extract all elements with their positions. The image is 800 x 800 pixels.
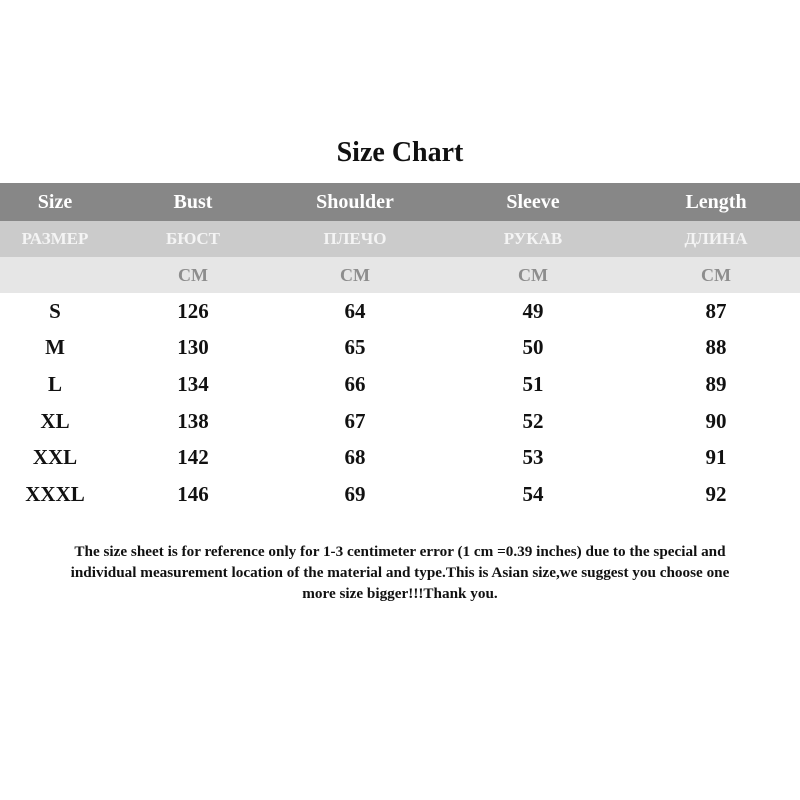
cell-shoulder: 67 bbox=[344, 408, 366, 433]
cell-bust: 138 bbox=[177, 408, 209, 433]
unit-row bbox=[0, 257, 800, 293]
table-row bbox=[0, 439, 800, 476]
page-title: Size Chart bbox=[336, 137, 464, 168]
cell-shoulder: 65 bbox=[344, 335, 366, 360]
cell-length: 87 bbox=[705, 298, 727, 323]
cell-sleeve: 50 bbox=[522, 335, 544, 360]
header-length: Length bbox=[685, 190, 747, 213]
cell-sleeve: 54 bbox=[522, 481, 544, 506]
table-row bbox=[0, 330, 800, 367]
table-row bbox=[0, 476, 800, 513]
disclaimer-line: individual measurement location of the material and type.This is Asian size,we suggest you choose one bbox=[70, 564, 730, 581]
cell-length: 92 bbox=[705, 481, 727, 506]
cell-size: XL bbox=[40, 408, 70, 433]
unit-size bbox=[0, 257, 110, 293]
header-ru-length: ДЛИНА bbox=[684, 229, 748, 248]
cell-size: L bbox=[47, 371, 62, 396]
cell-length: 91 bbox=[705, 445, 727, 470]
cell-shoulder: 66 bbox=[344, 371, 366, 396]
header-ru-bust: БЮСТ bbox=[166, 229, 220, 248]
header-ru-size: РАЗМЕР bbox=[21, 229, 89, 248]
cell-size: M bbox=[45, 335, 65, 360]
cell-bust: 142 bbox=[177, 445, 209, 470]
unit-bust: CM bbox=[178, 264, 208, 285]
table-row bbox=[0, 403, 800, 440]
cell-sleeve: 52 bbox=[522, 408, 544, 433]
cell-shoulder: 68 bbox=[344, 445, 366, 470]
header-sleeve: Sleeve bbox=[506, 190, 560, 213]
unit-sleeve: CM bbox=[518, 264, 548, 285]
header-ru-shoulder: ПЛЕЧО bbox=[323, 229, 387, 248]
header-ru-sleeve: РУКАВ bbox=[503, 229, 563, 248]
table-row bbox=[0, 366, 800, 403]
cell-shoulder: 69 bbox=[344, 481, 366, 506]
cell-bust: 126 bbox=[177, 298, 209, 323]
cell-sleeve: 51 bbox=[522, 371, 544, 396]
disclaimer-note bbox=[0, 541, 800, 604]
cell-size: XXXL bbox=[25, 481, 85, 506]
cell-size: S bbox=[49, 298, 61, 323]
cell-size: XXL bbox=[32, 445, 78, 470]
cell-length: 90 bbox=[705, 408, 727, 433]
table-row bbox=[0, 293, 800, 330]
cell-sleeve: 49 bbox=[522, 298, 544, 323]
header-row bbox=[0, 183, 800, 221]
disclaimer-line: more size bigger!!!Thank you. bbox=[302, 585, 498, 602]
cell-bust: 146 bbox=[177, 481, 209, 506]
cell-sleeve: 53 bbox=[522, 445, 544, 470]
header-bust: Bust bbox=[173, 190, 213, 213]
cell-shoulder: 64 bbox=[344, 298, 366, 323]
header-shoulder: Shoulder bbox=[316, 190, 394, 213]
disclaimer-line: The size sheet is for reference only for 1-3 centimeter error (1 cm =0.39 inches) due to the special and bbox=[74, 543, 726, 560]
header-size: Size bbox=[37, 190, 73, 213]
cell-bust: 130 bbox=[177, 335, 209, 360]
cell-length: 88 bbox=[705, 335, 727, 360]
size-table bbox=[0, 183, 800, 513]
header-row-russian bbox=[0, 221, 800, 257]
cell-length: 89 bbox=[705, 371, 727, 396]
cell-bust: 134 bbox=[177, 371, 209, 396]
unit-shoulder: CM bbox=[340, 264, 370, 285]
unit-length: CM bbox=[701, 264, 731, 285]
